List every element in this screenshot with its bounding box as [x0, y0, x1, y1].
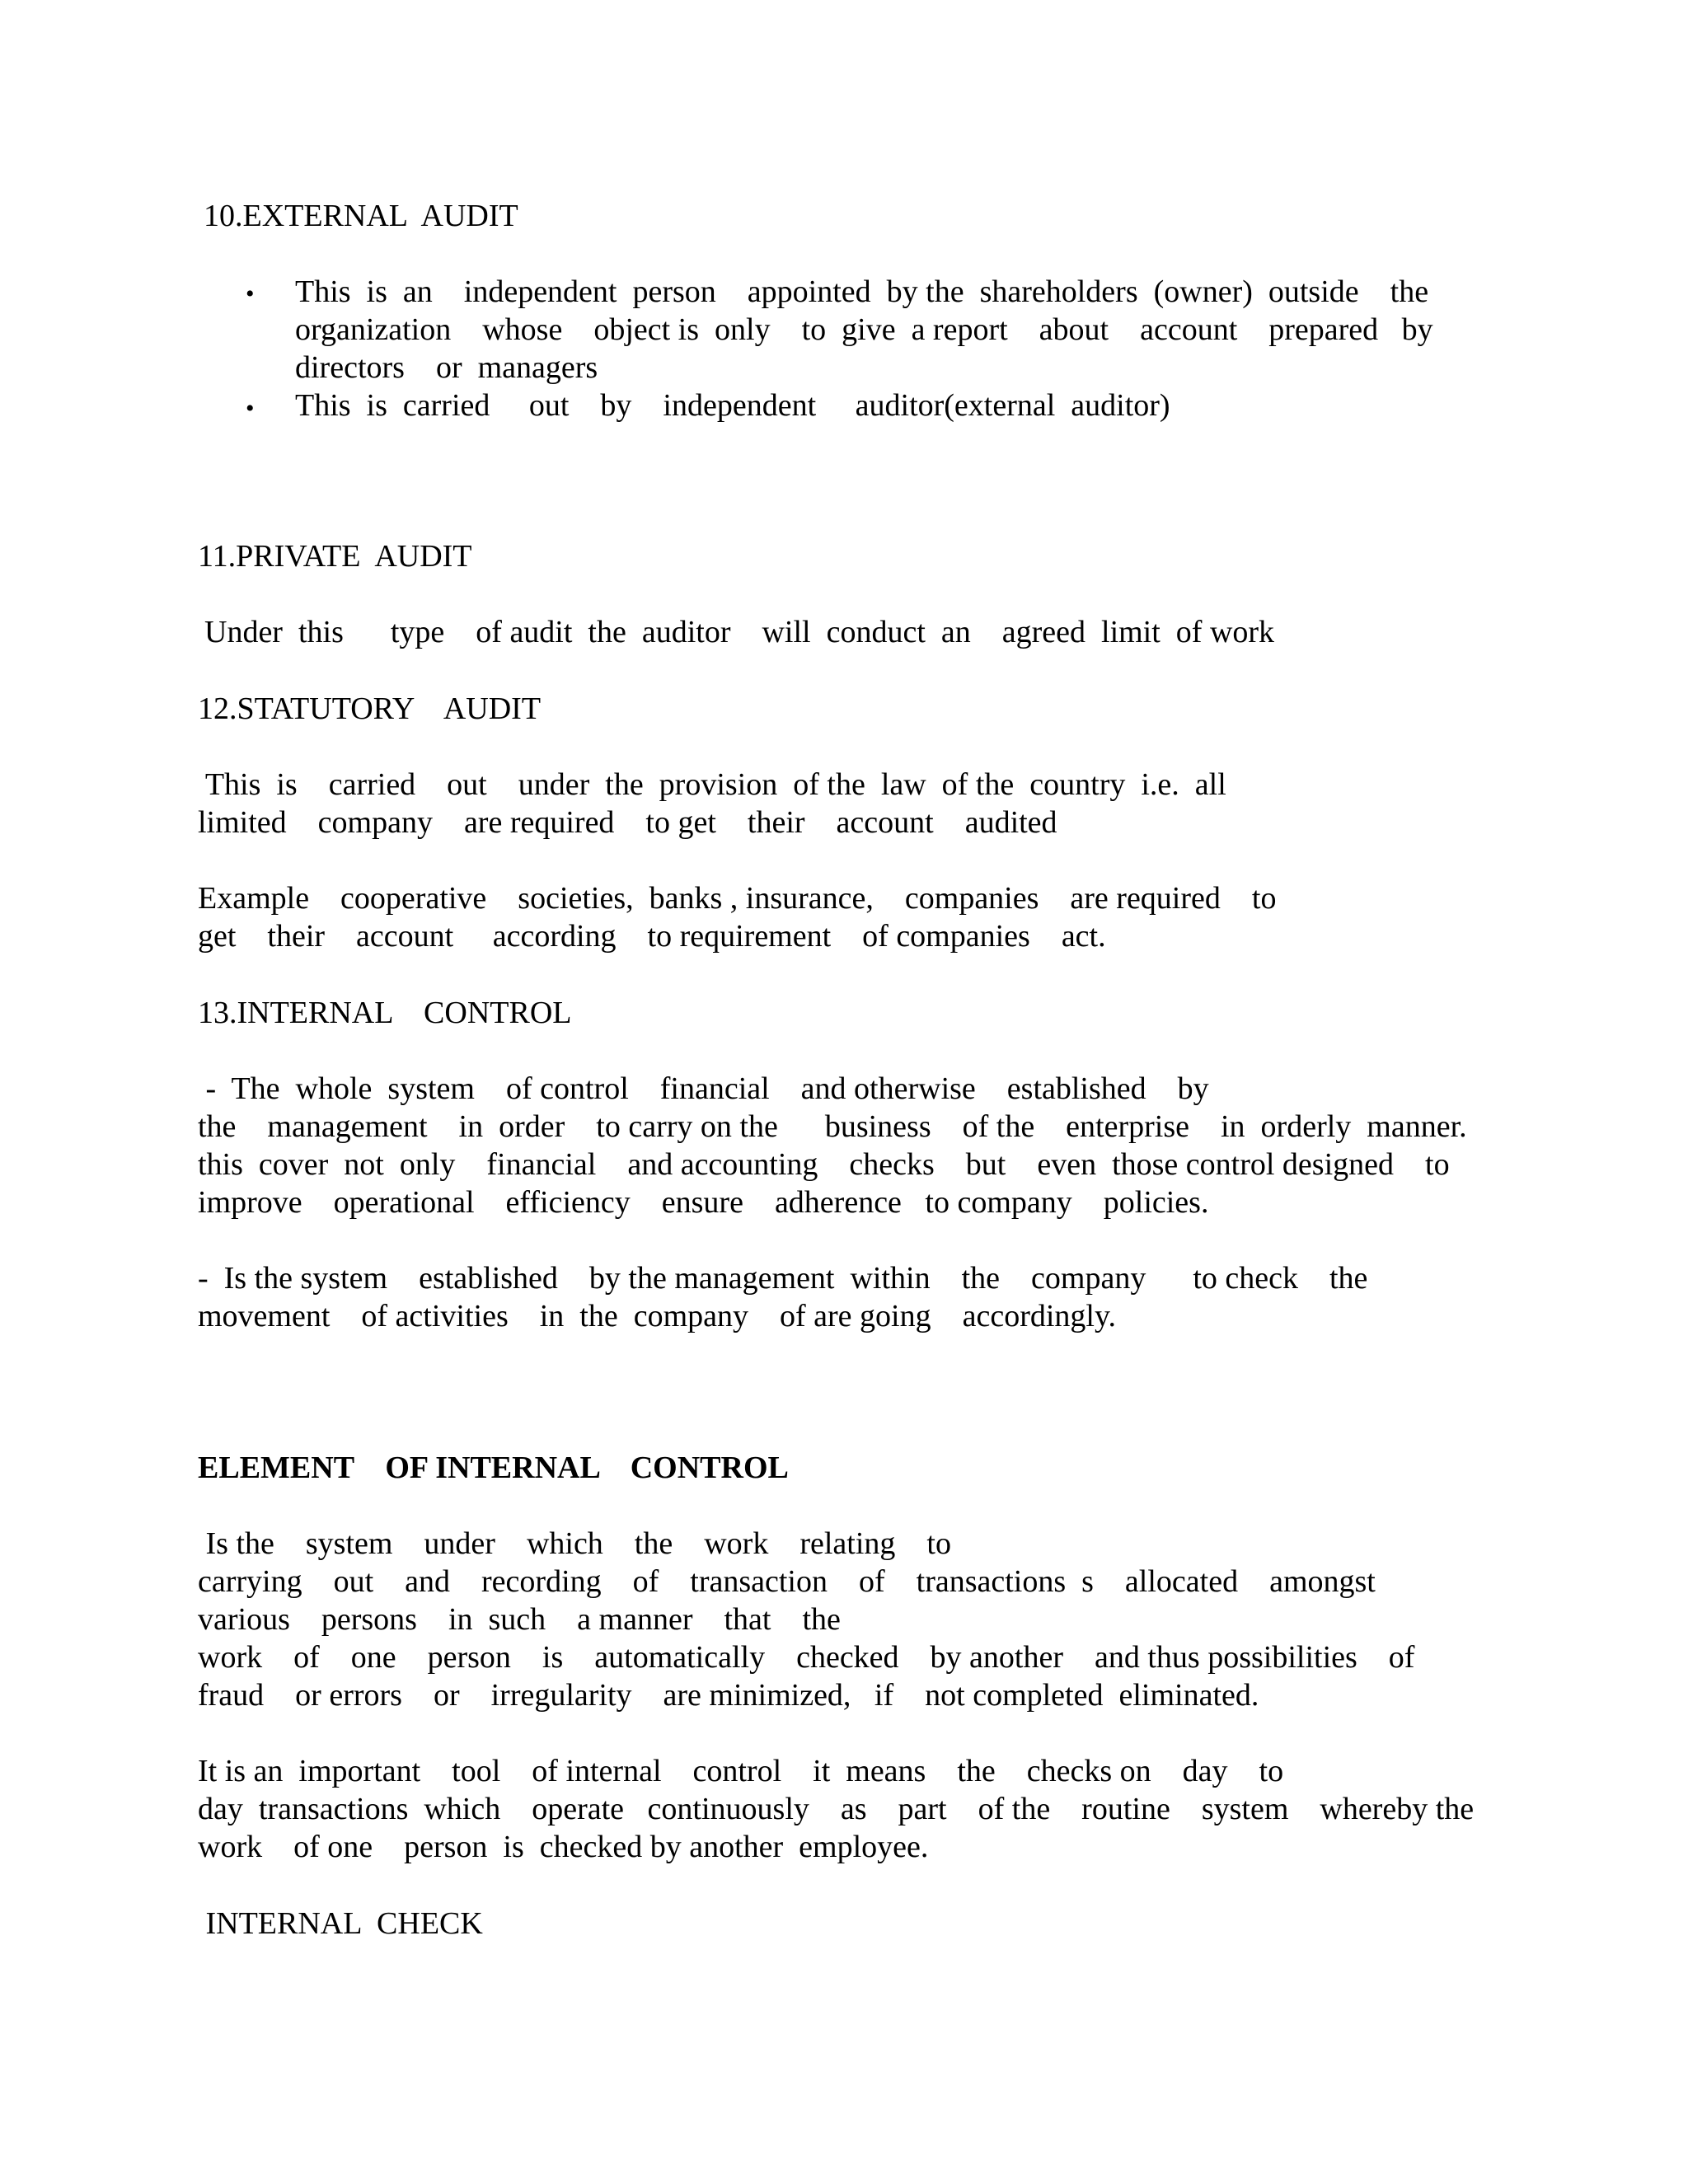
- statutory-audit-p1-line-2: limited company are required to get their account audited: [198, 805, 1057, 840]
- element-p1-line-4: work of one person is automatically checked by another and thus possibilities of: [198, 1640, 1415, 1675]
- statutory-audit-p2-line-2: get their account according to requirement of companies act.: [198, 919, 1106, 954]
- internal-control-p1-line-1: - The whole system of control financial and otherwise established by: [198, 1071, 1209, 1106]
- external-audit-bullet-1-line-2: organization whose object is only to give a report about account prepared by: [295, 312, 1433, 347]
- internal-control-p1-line-4: improve operational efficiency ensure adherence to company policies.: [198, 1185, 1209, 1220]
- statutory-audit-p2-line-1: Example cooperative societies, banks , insurance, companies are required to: [198, 881, 1277, 916]
- element-p1-line-5: fraud or errors or irregularity are minimized, if not completed eliminated.: [198, 1678, 1259, 1713]
- private-audit-line-1: Under this type of audit the auditor will conduct an agreed limit of work: [204, 615, 1275, 649]
- internal-control-p2-line-1: - Is the system established by the management within the company to check the: [198, 1261, 1368, 1296]
- heading-private-audit: 11.PRIVATE AUDIT: [198, 539, 472, 574]
- element-p2-line-2: day transactions which operate continuously as part of the routine system whereby the: [198, 1792, 1475, 1826]
- heading-internal-check: INTERNAL CHECK: [198, 1906, 483, 1941]
- element-p1-line-1: Is the system under which the work relating to: [198, 1526, 951, 1561]
- external-audit-bullet-1-line-3: directors or managers: [295, 350, 598, 385]
- heading-internal-control: 13.INTERNAL CONTROL: [198, 996, 572, 1030]
- element-p1-line-2: carrying out and recording of transaction of transactions s allocated amongst: [198, 1564, 1376, 1599]
- internal-control-p2-line-2: movement of activities in the company of are going accordingly.: [198, 1299, 1117, 1333]
- heading-statutory-audit: 12.STATUTORY AUDIT: [198, 691, 542, 726]
- internal-control-p1-line-2: the management in order to carry on the business of the enterprise in orderly manner.: [198, 1109, 1467, 1144]
- external-audit-bullet-2-line-1: This is carried out by independent auditor(external auditor): [295, 388, 1170, 423]
- element-p2-line-1: It is an important tool of internal control it means the checks on day to: [198, 1754, 1284, 1788]
- element-p2-line-3: work of one person is checked by another employee.: [198, 1830, 929, 1864]
- internal-control-p1-line-3: this cover not only financial and accounting checks but even those control designed to: [198, 1147, 1450, 1182]
- external-audit-bullet-1-line-1: This is an independent person appointed by the shareholders (owner) outside the: [295, 274, 1429, 309]
- element-p1-line-3: various persons in such a manner that the: [198, 1602, 841, 1637]
- bullet-icon: •: [246, 280, 255, 307]
- heading-element-of-internal-control: ELEMENT OF INTERNAL CONTROL: [198, 1451, 789, 1485]
- bullet-icon: •: [246, 395, 255, 422]
- statutory-audit-p1-line-1: This is carried out under the provision of the law of the country i.e. all: [198, 767, 1226, 802]
- heading-external-audit: 10.EXTERNAL AUDIT: [204, 199, 518, 233]
